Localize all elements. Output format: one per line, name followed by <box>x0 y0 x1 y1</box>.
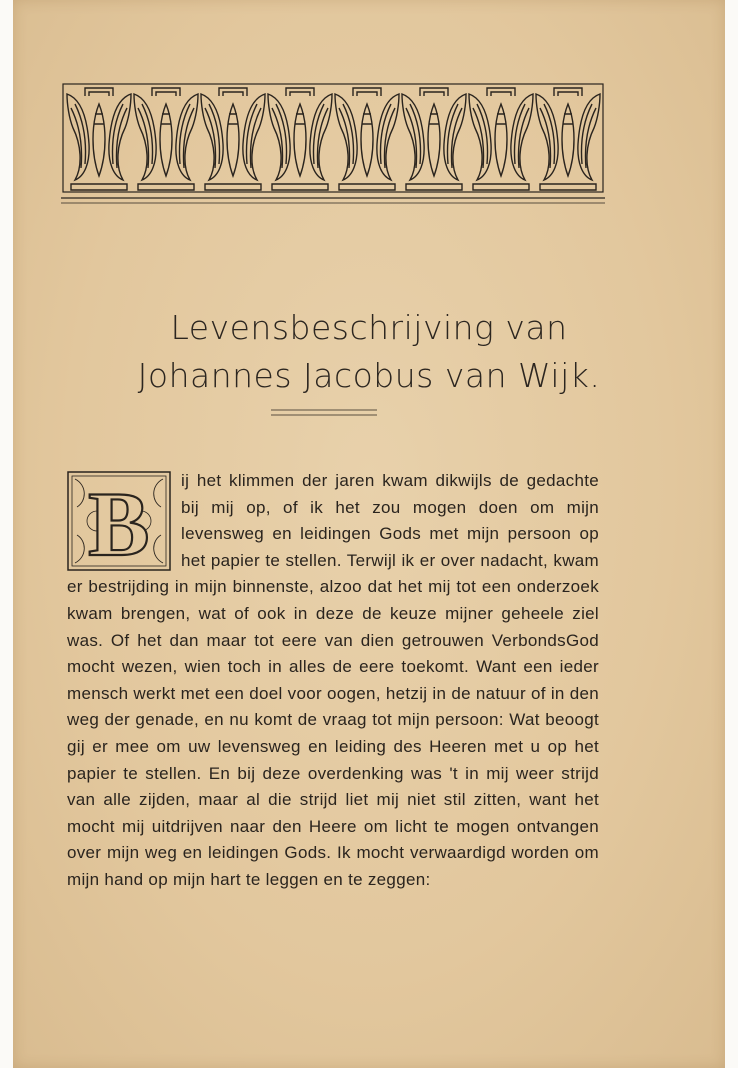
decorated-initial-b <box>67 471 171 571</box>
art-nouveau-header-ornament <box>61 82 605 210</box>
body-text <box>67 468 599 894</box>
title-line-2: Johannes Jacobus van Wijk. <box>137 356 601 395</box>
title-line-1: Levensbeschrijving van <box>170 308 568 347</box>
title-divider <box>271 409 377 417</box>
book-page <box>13 0 725 1068</box>
body-paragraph: ij het klimmen der jaren kwam dikwijls de gedachte bij mij op, of ik het zou mogen doen om mijn levensweg en leidingen Gods met mijn persoon op het papier te stellen. Terwijl ik er over nadacht, kwam er bestrijding in mijn binnenste, alzoo dat het mij tot een onderzoek kwam brengen, wat of ook in deze de keuze mijner geheele ziel was. Of het dan maar tot eere van dien getrouwen VerbondsGod mocht wezen, wien toch in alles de eere toekomt. Want een ieder mensch werkt met een doel voor oogen, hetzij in de natuur of in den weg der genade, en nu komt de vraag tot mijn persoon: Wat beoogt gij er mee om uw levensweg en leiding des Heeren met u op het papier te stellen. En bij deze overdenking was 't in mij weer strijd van alle zijden, maar al die strijd liet mij niet stil zitten, want het mocht mij uitdrijven naar den Heere om licht te mogen ontvangen over mijn weg en leidingen Gods. Ik mocht verwaardigd worden om mijn hand op mijn hart te leggen en te zeggen: <box>67 471 599 889</box>
svg-text:B: B <box>88 473 150 571</box>
